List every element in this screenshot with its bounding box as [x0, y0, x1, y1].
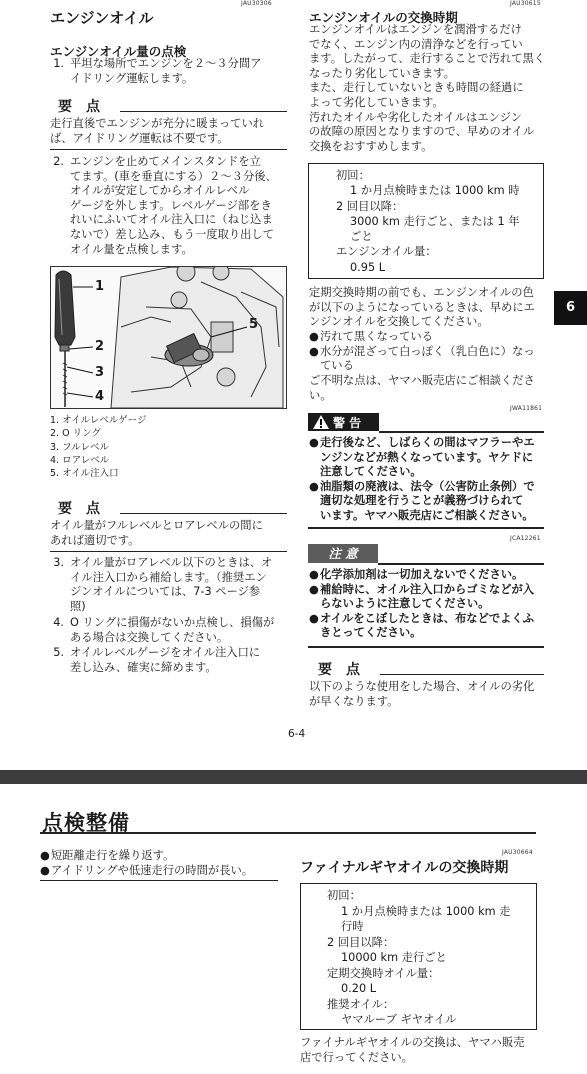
- chapter-header-rule: [40, 832, 536, 834]
- chapter-header: 点検整備: [42, 811, 130, 835]
- callout-4: 4: [95, 389, 105, 404]
- intro-paragraph: エンジンオイルはエンジンを潤滑するだけ でなく、エンジン内の清浄などを行ってい ます。したがって、走行することで汚れて黒く なったり劣化していきます。 また、走行していないときも時間の経過に よって劣化していきます。 汚れたオイルや劣化したオイルはエンジン の故障の原因となりますので、早めのオイル 交換をおすすめします。: [309, 23, 546, 153]
- note-end-rule: [40, 880, 278, 881]
- warning-code: JWA11861: [510, 405, 543, 412]
- symptom-list: ● 汚れて黒くなっている ● 水分が混ざって白っぽく（乳白色に）なっ ている: [309, 330, 535, 373]
- note-text: 走行直後でエンジンが充分に暖まっていれ ば、アイドリング運転は不要です。: [50, 117, 265, 145]
- caution-code: JCA12261: [510, 535, 541, 542]
- callout-3: 3: [95, 365, 105, 380]
- change-paragraph: 定期交換時期の前でも、エンジンオイルの色 が以下のようになっているときは、早めにエ ンジンオイルを交換してください。: [309, 286, 535, 329]
- page-separator: [0, 770, 587, 784]
- chapter-tab: 6: [554, 291, 587, 325]
- subsection-title: エンジンオイル量の点検: [50, 44, 187, 59]
- step-3: 3. オイル量がロアレベル以下のときは、オ イル注入口から補給します。（推奨エン ジンオイルについては、7-3 ページ参 照): [53, 556, 273, 613]
- step-1: 1. 平坦な場所でエンジンを２～３分間ア イドリング運転します。: [53, 57, 262, 85]
- section-code: JAU30306: [241, 0, 272, 7]
- section-title: エンジンオイル: [50, 9, 154, 27]
- section-code: JAU30615: [510, 0, 541, 7]
- note-heading: 要点: [58, 498, 287, 518]
- caution-label: 注 意: [308, 544, 378, 563]
- callout-1: 1: [95, 279, 105, 294]
- figure-legend: 1. オイルレベルゲージ 2. O リング 3. フルレベル 4. ロアレベル 5. オイル注入口: [50, 415, 147, 480]
- callout-5: 5: [249, 317, 259, 332]
- warning-list: ● 走行後など、しばらくの間はマフラーやエ ンジンなどが熱くなっています。ヤケドに 注意してください。 ● 油脂類の廃液は、法令（公害防止条例）で 適切な処理を行うことが義務づけられて います。ヤマハ販売店にご相談ください。: [309, 436, 535, 522]
- dipstick-illustration: [51, 267, 286, 408]
- warning-rule: [379, 431, 544, 433]
- contact-text: ご不明な点は、ヤマハ販売店にご相談くださ い。: [309, 374, 535, 402]
- warning-triangle-icon: [312, 414, 330, 430]
- section-title: エンジンオイルの交換時期: [309, 10, 458, 25]
- warning-end-rule: [308, 527, 544, 529]
- gear-oil-box: 初回： 1 か月点検時または 1000 km 走 行時 2 回目以降： 10000 km 走行ごと 定期交換時オイル量： 0.20 L 推奨オイル： ヤマルーブ ギヤオイル: [300, 883, 537, 1030]
- interval-box: 初回： 1 か月点検時または 1000 km 時 2 回目以降： 3000 km 走行ごと、または 1 年 ごと エンジンオイル量： 0.95 L: [308, 163, 544, 279]
- step-2: 2. エンジンを止めてメインスタンドを立 てます。(車を垂直にする）２～３分後、 オイルが安定してからオイルレベル ゲージを外します。レベルゲージ部をき れいにふいてオイル注入口に（ねじ込ま ないで）差し込み、もう一度取り出して オイル量を点検します。: [53, 155, 277, 256]
- step-4: 4. O リングに損傷がないか点検し、損傷が ある場合は交換してください。: [53, 616, 275, 644]
- caution-list: ● 化学添加剤は一切加えないでください。 ● 補給時に、オイル注入口からゴミなどが入 らないように注意してください。 ● オイルをこぼしたときは、布などでよくふ きとってください。: [309, 568, 535, 640]
- engine-figure: [50, 266, 287, 409]
- section-title: ファイナルギヤオイルの交換時期: [300, 860, 509, 876]
- note-text: 以下のような使用をした場合、オイルの劣化 が早くなります。: [309, 680, 535, 708]
- caution-end-rule: [308, 646, 544, 648]
- note-heading: 要点: [58, 96, 287, 116]
- usage-list: ● 短距離走行を繰り返す。 ● アイドリングや低速走行の時間が長い。: [40, 849, 254, 877]
- callout-2: 2: [95, 339, 105, 354]
- page-number: 6-4: [288, 728, 306, 740]
- step-5: 5. オイルレベルゲージをオイル注入口に 差し込み、確実に締めます。: [53, 646, 261, 674]
- section-code: JAU30664: [502, 849, 533, 856]
- divider: [50, 551, 287, 552]
- footer-paragraph: ファイナルギヤオイルの交換は、ヤマハ販売 店で行ってください。: [300, 1036, 525, 1064]
- divider: [50, 149, 287, 150]
- note-text: オイル量がフルレベルとロアレベルの間に あれば適切です。: [50, 519, 263, 547]
- caution-rule: [378, 563, 544, 565]
- note-heading: 要点: [318, 659, 544, 679]
- warning-label: 警 告: [308, 413, 379, 431]
